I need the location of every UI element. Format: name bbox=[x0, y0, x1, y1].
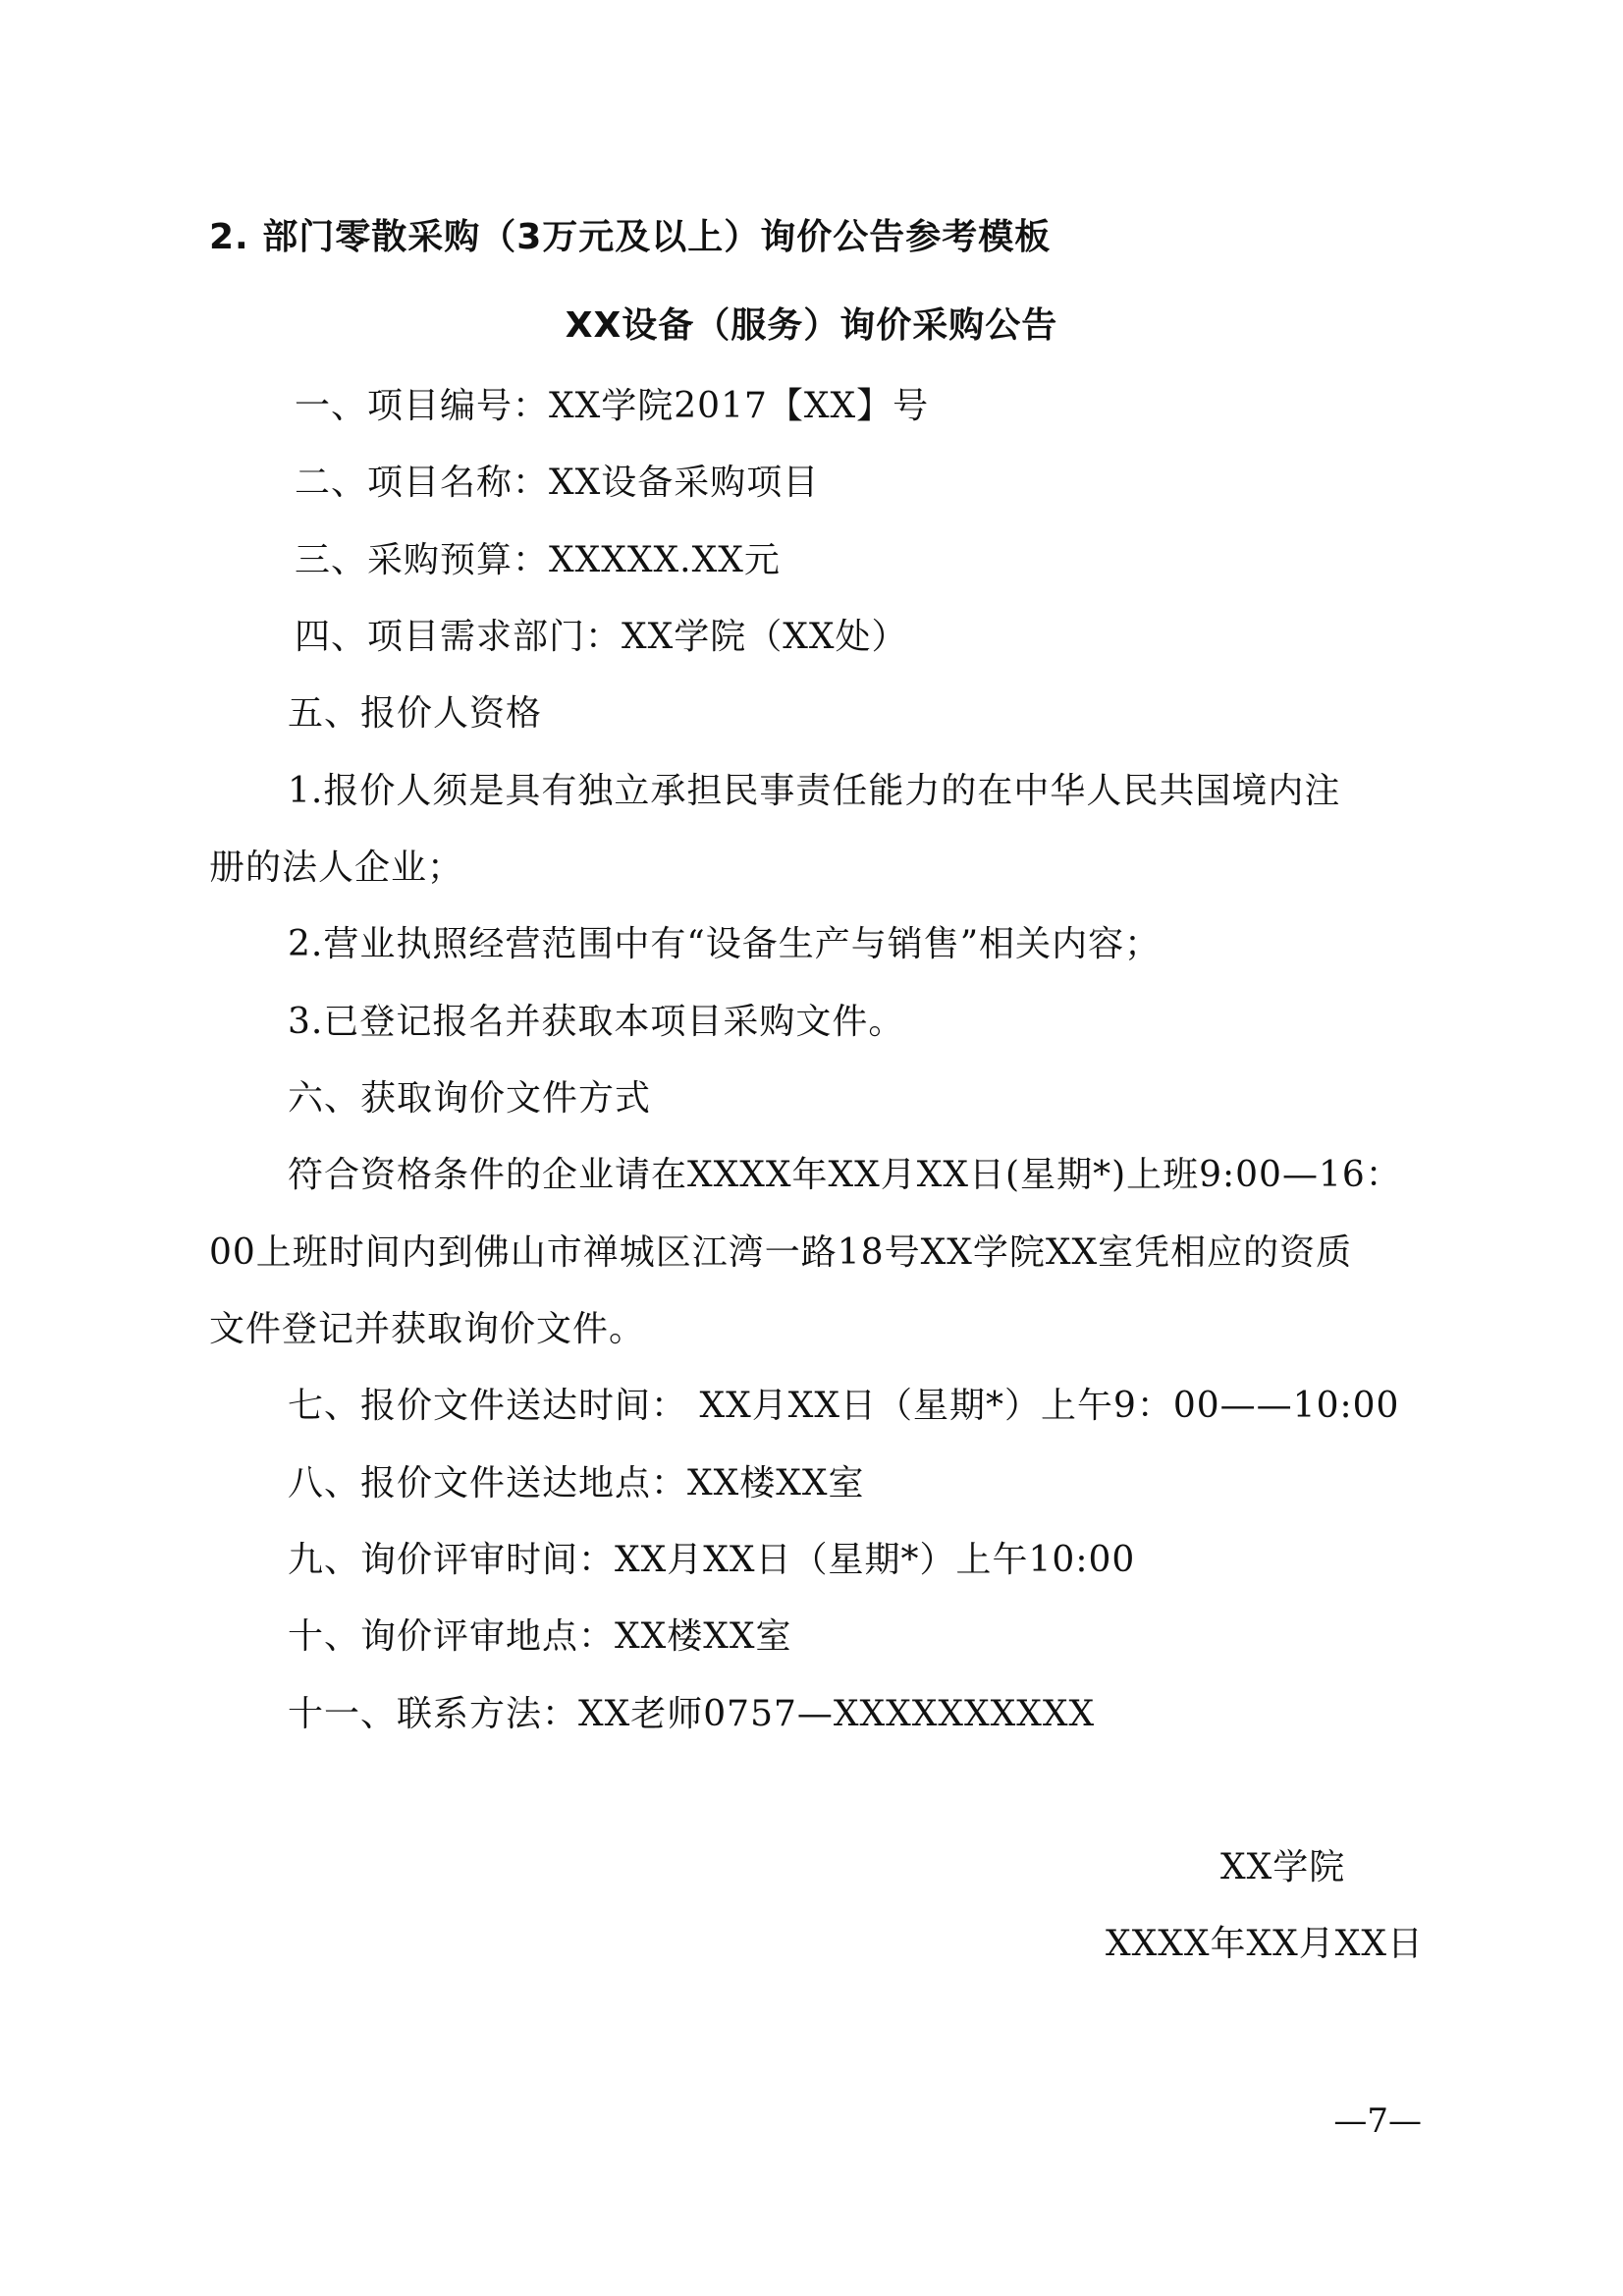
schedule-review-time: 九、询价评审时间：XX月XX日（星期*）上午10:00 bbox=[288, 1540, 1136, 1580]
qualification-req2: 2.营业执照经营范围中有“设备生产与销售”相关内容； bbox=[288, 924, 1162, 964]
signature-date: XXXX年XX月XX日 bbox=[1106, 1924, 1425, 1964]
item-budget: 三、采购预算：XXXXX.XX元 bbox=[295, 540, 781, 580]
qualification-req1-line1: 1.报价人须是具有独立承担民事责任能力的在中华人民共国境内注 bbox=[288, 771, 1341, 811]
item-department: 四、项目需求部门：XX学院（XX处） bbox=[295, 617, 908, 657]
item-project-name: 二、项目名称：XX设备采购项目 bbox=[295, 463, 820, 503]
schedule-submission-time: 七、报价文件送达时间： XX月XX日（星期*）上午9：00——10:00 bbox=[288, 1386, 1400, 1426]
acquisition-line1: 符合资格条件的企业请在XXXX年XX月XX日(星期*)上班9:00—16： bbox=[288, 1155, 1402, 1195]
qualification-req1-line2: 册的法人企业； bbox=[209, 847, 464, 888]
section-heading: 2. 部门零散采购（3万元及以上）询价公告参考模板 bbox=[209, 217, 1052, 257]
signature-organization: XX学院 bbox=[1220, 1847, 1346, 1887]
qualification-req3: 3.已登记报名并获取本项目采购文件。 bbox=[288, 1002, 905, 1042]
item-project-number: 一、项目编号：XX学院2017【XX】号 bbox=[295, 386, 930, 426]
schedule-submission-location: 八、报价文件送达地点：XX楼XX室 bbox=[288, 1463, 865, 1503]
schedule-contact: 十一、联系方法：XX老师0757—XXXXXXXXXX bbox=[288, 1694, 1096, 1734]
schedule-review-location: 十、询价评审地点：XX楼XX室 bbox=[288, 1616, 792, 1657]
acquisition-line2: 00上班时间内到佛山市禅城区江湾一路18号XX学院XX室凭相应的资质 bbox=[209, 1232, 1353, 1273]
document-title: XX设备（服务）询价采购公告 bbox=[565, 305, 1058, 346]
page-number: —7— bbox=[1333, 2102, 1422, 2141]
acquisition-line3: 文件登记并获取询价文件。 bbox=[209, 1309, 646, 1349]
qualification-heading: 五、报价人资格 bbox=[288, 693, 543, 734]
acquisition-heading: 六、获取询价文件方式 bbox=[288, 1078, 652, 1119]
